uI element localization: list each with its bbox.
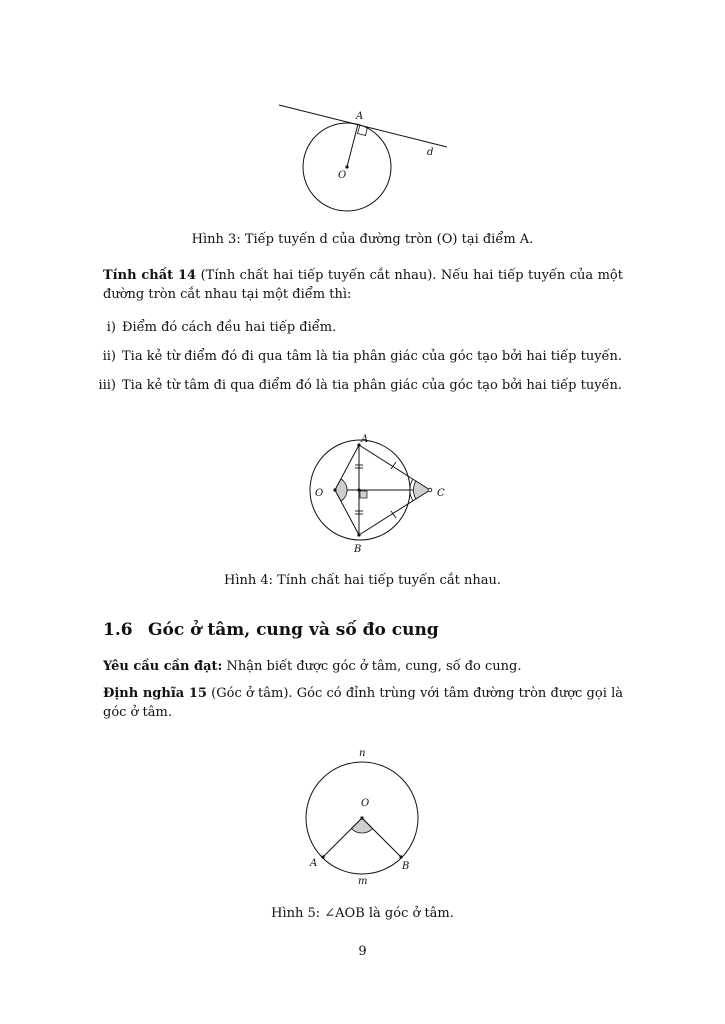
- label-A: A: [310, 858, 318, 869]
- figure-3-tangent-diagram: [270, 95, 460, 220]
- radius-OA: [347, 124, 358, 167]
- point-O: [333, 488, 336, 491]
- property-14-label: Tính chất 14: [103, 268, 197, 283]
- center-point-O: [360, 816, 363, 819]
- section-title: Góc ở tâm, cung và số đo cung: [148, 620, 439, 640]
- list-item: [84, 320, 336, 335]
- figure-4-two-tangents-diagram: [300, 425, 460, 560]
- point-B: [357, 533, 360, 536]
- label-O: O: [338, 170, 347, 181]
- requirement-paragraph: [103, 657, 623, 676]
- definition-15-text: (Góc ở tâm). Góc có đỉnh trùng với tâm đường tròn được gọi là góc ở tâm.: [103, 686, 624, 720]
- list-item-text: Tia kẻ từ điểm đó đi qua tâm là tia phân giác của góc tạo bởi hai tiếp tuyến.: [122, 349, 623, 364]
- label-O: O: [361, 798, 370, 809]
- label-A: A: [361, 434, 369, 445]
- radius-OA: [323, 818, 362, 857]
- point-B: [399, 855, 402, 858]
- property-14-text: (Tính chất hai tiếp tuyến cắt nhau). Nếu hai tiếp tuyến của một đường tròn cắt nhau tại một điểm thì:: [103, 268, 623, 302]
- radius-OB: [362, 818, 401, 857]
- property-14-paragraph: [103, 266, 623, 304]
- requirement-label: Yêu cầu cần đạt:: [103, 659, 223, 674]
- point-C: [428, 488, 432, 492]
- label-d: d: [427, 147, 434, 158]
- list-item-text: Tia kẻ từ tâm đi qua điểm đó là tia phân giác của góc tạo bởi hai tiếp tuyến.: [122, 378, 623, 393]
- point-A: [321, 855, 324, 858]
- label-B: B: [402, 861, 410, 872]
- list-item-number: iii): [98, 378, 116, 393]
- requirement-text: Nhận biết được góc ở tâm, cung, số đo cung.: [226, 659, 522, 674]
- definition-15-paragraph: [103, 684, 623, 722]
- label-n: n: [359, 748, 366, 759]
- label-A: A: [356, 111, 364, 122]
- list-item-number: ii): [102, 349, 116, 364]
- right-angle-mark: [360, 491, 367, 498]
- angle-mark-O: [335, 479, 347, 501]
- label-C: C: [437, 488, 445, 499]
- figure-5-caption: Hình 5: ∠AOB là góc ở tâm.: [271, 906, 454, 921]
- label-B: B: [354, 544, 362, 555]
- section-heading: [103, 620, 439, 640]
- definition-15-label: Định nghĩa 15: [103, 686, 207, 701]
- list-item: [84, 349, 622, 364]
- figure-4-caption: Hình 4: Tính chất hai tiếp tuyến cắt nhau.: [224, 573, 501, 588]
- figure-5-central-angle-diagram: [300, 742, 430, 892]
- label-O: O: [315, 488, 324, 499]
- angle-mark-C: [413, 481, 430, 499]
- section-number: 1.6: [103, 620, 133, 640]
- figure-3-caption: Hình 3: Tiếp tuyến d của đường tròn (O) tại điểm A.: [191, 232, 534, 247]
- page-number: 9: [358, 944, 367, 959]
- list-item-text: Điểm đó cách đều hai tiếp điểm.: [122, 320, 337, 335]
- center-point-O: [345, 165, 348, 168]
- list-item-number: i): [106, 320, 116, 335]
- point-H: [357, 488, 360, 491]
- list-item: [84, 378, 622, 393]
- label-m: m: [358, 876, 368, 887]
